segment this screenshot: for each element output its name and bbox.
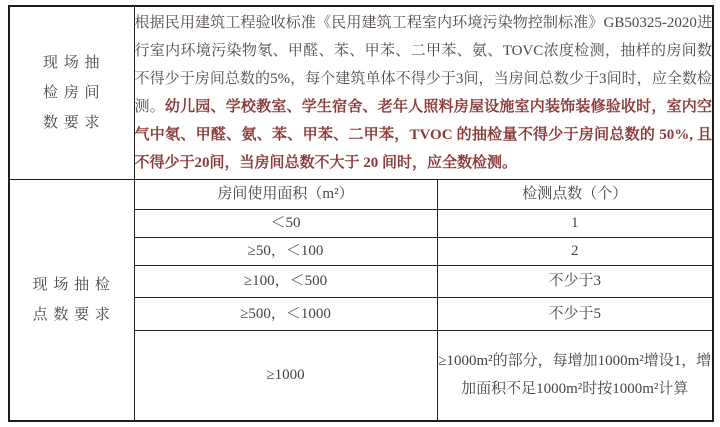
subtable-header-row: [9, 179, 713, 209]
inspection-requirements-table: [8, 5, 714, 422]
row-room-count-requirement: [9, 6, 713, 179]
row-header-room-count: [9, 6, 134, 179]
area-value: ≥500，＜1000: [134, 297, 437, 330]
column-header-point-count: 检测点数（个）: [437, 179, 713, 209]
points-value: 不少于3: [437, 265, 713, 297]
label-line: 现 场 抽: [42, 54, 101, 71]
column-header-room-area: 房间使用面积（m²）: [134, 179, 437, 209]
points-value: ≥1000m²的部分，每增加1000m²增设1，增加面积不足1000m²时按1000m²计算: [437, 330, 713, 421]
points-value: 1: [437, 209, 713, 237]
row-header-point-count: [9, 179, 134, 421]
label-line: 检 房 间: [42, 84, 101, 101]
area-value: ≥100，＜500: [134, 265, 437, 297]
points-value: 2: [437, 237, 713, 265]
room-count-requirement-cell: [134, 6, 713, 179]
requirement-normal-text: 根据民用建筑工程验收标准《民用建筑工程室内环境污染物控制标准》GB50325-2020进行室内环境污染物氡、甲醛、苯、甲苯、二甲苯、氨、TOVC浓度检测，抽样的房间数不得少于房间总数的5%，每个建筑单体不得少于3间，当房间总数少于3间时，应全数检测。: [134, 14, 713, 115]
label-line: 数 要 求: [42, 114, 101, 131]
area-value: ≥50，＜100: [134, 237, 437, 265]
label-line: 现 场 抽 检: [32, 276, 111, 293]
area-value: ≥1000: [134, 330, 437, 421]
points-value: 不少于5: [437, 297, 713, 330]
area-value: ＜50: [134, 209, 437, 237]
label-line: 点 数 要 求: [32, 306, 111, 323]
requirement-paragraph: [135, 9, 713, 177]
requirement-emphasis-text: 幼儿园、学校教室、学生宿舍、老年人照料房屋设施室内装饰装修验收时，室内空气中氡、甲醛、氨、苯、甲苯、二甲苯，TVOC 的抽检量不得少于房间总数的 50%, 且不得少于20间，当房间总数不大于 20 间时，应全数检测。: [134, 98, 713, 171]
